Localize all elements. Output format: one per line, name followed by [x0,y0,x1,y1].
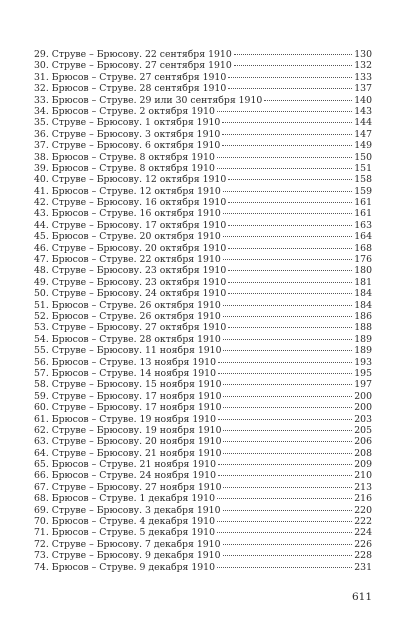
toc-entry-title: 41. Брюсов – Струве. 12 октября 1910 [34,185,221,197]
toc-entry-title: 30. Струве – Брюсову. 27 сентября 1910 [34,60,232,72]
toc-entry [34,186,372,197]
toc-entry-title: 31. Брюсов – Струве. 27 сентября 1910 [34,71,227,83]
toc-entry-title: 46. Струве – Брюсову. 20 октября 1910 [34,242,227,254]
toc-entry-title: 48. Струве – Брюсову. 23 октября 1910 [34,265,227,277]
toc-entry [34,448,372,459]
toc-entry-page: 158 [354,174,372,186]
toc-entry-page: 228 [354,550,372,562]
toc-entry [34,482,372,493]
dot-leader [223,430,352,431]
toc-entry-title: 70. Брюсов – Струве. 4 декабря 1910 [34,516,216,528]
toc-entry-title: 60. Струве – Брюсову. 17 ноября 1910 [34,402,222,414]
toc-entry-page: 189 [354,333,372,345]
toc-entry [34,505,372,516]
toc-entry-page: 149 [354,140,372,152]
toc-entry [34,106,372,117]
toc-entry-title: 73. Струве – Брюсову. 9 декабря 1910 [34,550,221,562]
dot-leader [223,350,352,351]
toc-entry [34,95,372,106]
toc-entry [34,72,372,83]
table-of-contents [34,49,372,573]
dot-leader [223,407,352,408]
toc-entry-title: 29. Струве – Брюсову. 22 сентября 1910 [34,49,232,60]
toc-entry [34,470,372,481]
toc-entry-page: 144 [354,117,372,129]
toc-entry [34,243,372,254]
toc-entry-page: 231 [354,561,372,573]
toc-entry [34,208,372,219]
dot-leader [217,111,352,112]
toc-entry-page: 184 [354,299,372,311]
toc-entry-title: 45. Брюсов – Струве. 20 октября 1910 [34,231,221,243]
toc-entry-title: 35. Струве – Брюсову. 1 октября 1910 [34,117,221,129]
toc-entry [34,129,372,140]
toc-entry-page: 181 [354,276,372,288]
toc-entry-page: 206 [354,436,372,448]
dot-leader [217,532,352,533]
dot-leader [228,248,352,249]
dot-leader [218,464,352,465]
toc-entry-page: 186 [354,310,372,322]
dot-leader [217,567,352,568]
dot-leader [217,168,352,169]
toc-entry-page: 137 [354,83,372,95]
toc-entry-title: 74. Брюсов – Струве. 9 декабря 1910 [34,561,216,573]
toc-entry-page: 195 [354,367,372,379]
dot-leader [217,157,352,158]
toc-entry-title: 52. Брюсов – Струве. 26 октября 1910 [34,310,221,322]
toc-entry [34,459,372,470]
toc-entry [34,311,372,322]
page-number: 611 [352,591,373,603]
toc-entry-page: 188 [354,322,372,334]
toc-entry [34,152,372,163]
dot-leader [223,487,352,488]
dot-leader [223,396,352,397]
toc-entry [34,368,372,379]
toc-entry-page: 163 [354,219,372,231]
toc-entry-page: 184 [354,288,372,300]
toc-entry-page: 133 [354,71,372,83]
toc-entry-page: 151 [354,162,372,174]
toc-entry-page: 168 [354,242,372,254]
toc-entry [34,220,372,231]
dot-leader [218,362,352,363]
toc-entry-page: 193 [354,356,372,368]
toc-entry-title: 72. Струве – Брюсову. 7 декабря 1910 [34,538,221,550]
toc-entry [34,265,372,276]
toc-entry-page: 222 [354,516,372,528]
dot-leader [218,373,352,374]
toc-entry [34,345,372,356]
toc-entry [34,300,372,311]
dot-leader [222,122,352,123]
dot-leader [223,510,353,511]
toc-entry-page: 203 [354,413,372,425]
dot-leader [228,202,352,203]
toc-entry-page: 213 [354,481,372,493]
toc-entry-title: 47. Брюсов – Струве. 22 октября 1910 [34,254,221,266]
toc-entry-page: 150 [354,151,372,163]
toc-entry-title: 37. Струве – Брюсову. 6 октября 1910 [34,140,221,152]
toc-entry-page: 130 [354,49,372,60]
dot-leader [234,54,352,55]
dot-leader [217,521,352,522]
toc-entry-title: 67. Струве – Брюсову. 27 ноября 1910 [34,481,222,493]
toc-entry-page: 161 [354,208,372,220]
toc-entry-title: 62. Струве – Брюсову. 19 ноября 1910 [34,424,222,436]
toc-entry-page: 140 [354,94,372,106]
toc-entry [34,527,372,538]
dot-leader [228,88,352,89]
dot-leader [228,270,352,271]
toc-entry-page: 210 [354,470,372,482]
toc-entry-title: 51. Брюсов – Струве. 26 октября 1910 [34,299,221,311]
toc-entry-title: 65. Брюсов – Струве. 21 ноября 1910 [34,459,217,471]
dot-leader [223,213,352,214]
dot-leader [264,100,352,101]
toc-entry-title: 49. Струве – Брюсову. 23 октября 1910 [34,276,227,288]
toc-entry-page: 205 [354,424,372,436]
toc-entry [34,379,372,390]
toc-entry [34,163,372,174]
dot-leader [223,555,353,556]
toc-entry-page: 216 [354,493,372,505]
dot-leader [222,134,352,135]
toc-entry-title: 63. Струве – Брюсову. 20 ноября 1910 [34,436,222,448]
toc-entry [34,174,372,185]
dot-leader [223,339,352,340]
toc-entry [34,197,372,208]
dot-leader [228,179,352,180]
dot-leader [228,327,352,328]
toc-entry [34,425,372,436]
dot-leader [223,544,353,545]
toc-entry-title: 50. Струве – Брюсову. 24 октября 1910 [34,288,227,300]
toc-entry [34,322,372,333]
toc-entry-title: 69. Струве – Брюсову. 3 декабря 1910 [34,504,221,516]
toc-entry-title: 33. Брюсов – Струве. 29 или 30 сентября 1910 [34,94,263,106]
dot-leader [223,236,352,237]
toc-entry-title: 34. Брюсов – Струве. 2 октября 1910 [34,105,215,117]
toc-entry-page: 200 [354,402,372,414]
toc-entry-title: 43. Брюсов – Струве. 16 октября 1910 [34,208,221,220]
toc-entry-page: 164 [354,231,372,243]
toc-entry-page: 226 [354,538,372,550]
dot-leader [228,77,352,78]
dot-leader [223,191,352,192]
toc-entry-title: 71. Брюсов – Струве. 5 декабря 1910 [34,527,216,539]
toc-entry [34,402,372,413]
toc-entry-title: 40. Струве – Брюсову. 12 октября 1910 [34,174,227,186]
dot-leader [222,145,352,146]
toc-entry-title: 61. Брюсов – Струве. 19 ноября 1910 [34,413,217,425]
toc-entry-page: 147 [354,128,372,140]
toc-entry-title: 68. Брюсов – Струве. 1 декабря 1910 [34,493,216,505]
toc-entry-page: 200 [354,390,372,402]
toc-entry [34,231,372,242]
toc-entry [34,117,372,128]
toc-entry [34,414,372,425]
toc-entry-title: 53. Струве – Брюсову. 27 октября 1910 [34,322,227,334]
dot-leader [218,475,352,476]
toc-entry [34,357,372,368]
dot-leader [223,453,352,454]
toc-entry-title: 66. Брюсов – Струве. 24 ноября 1910 [34,470,217,482]
dot-leader [217,498,352,499]
toc-entry [34,391,372,402]
toc-entry-title: 57. Брюсов – Струве. 14 ноября 1910 [34,367,217,379]
dot-leader [234,65,352,66]
toc-entry-title: 56. Брюсов – Струве. 13 ноября 1910 [34,356,217,368]
toc-entry [34,550,372,561]
dot-leader [228,293,352,294]
toc-entry-title: 32. Брюсов – Струве. 28 сентября 1910 [34,83,227,95]
toc-entry [34,493,372,504]
toc-entry [34,254,372,265]
toc-entry-title: 54. Брюсов – Струве. 28 октября 1910 [34,333,221,345]
dot-leader [228,225,352,226]
toc-entry-page: 176 [354,254,372,266]
toc-entry-title: 42. Струве – Брюсову. 16 октября 1910 [34,197,227,209]
toc-entry-title: 55. Струве – Брюсову. 11 ноября 1910 [34,345,222,357]
toc-entry-page: 132 [354,60,372,72]
toc-entry-page: 161 [354,197,372,209]
toc-entry [34,288,372,299]
toc-entry-page: 143 [354,105,372,117]
toc-entry-page: 224 [354,527,372,539]
toc-entry-title: 38. Брюсов – Струве. 8 октября 1910 [34,151,215,163]
toc-entry-title: 39. Брюсов – Струве. 8 октября 1910 [34,162,215,174]
toc-entry [34,140,372,151]
dot-leader [218,419,352,420]
toc-entry-title: 58. Струве – Брюсову. 15 ноября 1910 [34,379,222,391]
toc-entry [34,49,372,60]
toc-entry-page: 189 [354,345,372,357]
toc-entry-page: 208 [354,447,372,459]
toc-entry [34,334,372,345]
toc-entry [34,436,372,447]
dot-leader [223,259,352,260]
toc-entry-title: 36. Струве – Брюсову. 3 октября 1910 [34,128,221,140]
toc-entry-title: 59. Струве – Брюсову. 17 ноября 1910 [34,390,222,402]
toc-entry [34,562,372,573]
toc-entry [34,539,372,550]
toc-entry-page: 159 [354,185,372,197]
toc-entry-page: 180 [354,265,372,277]
toc-entry-page: 220 [354,504,372,516]
toc-entry-title: 44. Струве – Брюсову. 17 октября 1910 [34,219,227,231]
toc-entry [34,83,372,94]
toc-entry-title: 64. Струве – Брюсову. 21 ноября 1910 [34,447,222,459]
dot-leader [223,316,352,317]
dot-leader [223,384,352,385]
dot-leader [223,441,352,442]
dot-leader [228,282,352,283]
dot-leader [223,305,352,306]
toc-entry [34,60,372,71]
toc-entry [34,516,372,527]
toc-entry-page: 209 [354,459,372,471]
toc-entry-page: 197 [354,379,372,391]
toc-entry [34,277,372,288]
